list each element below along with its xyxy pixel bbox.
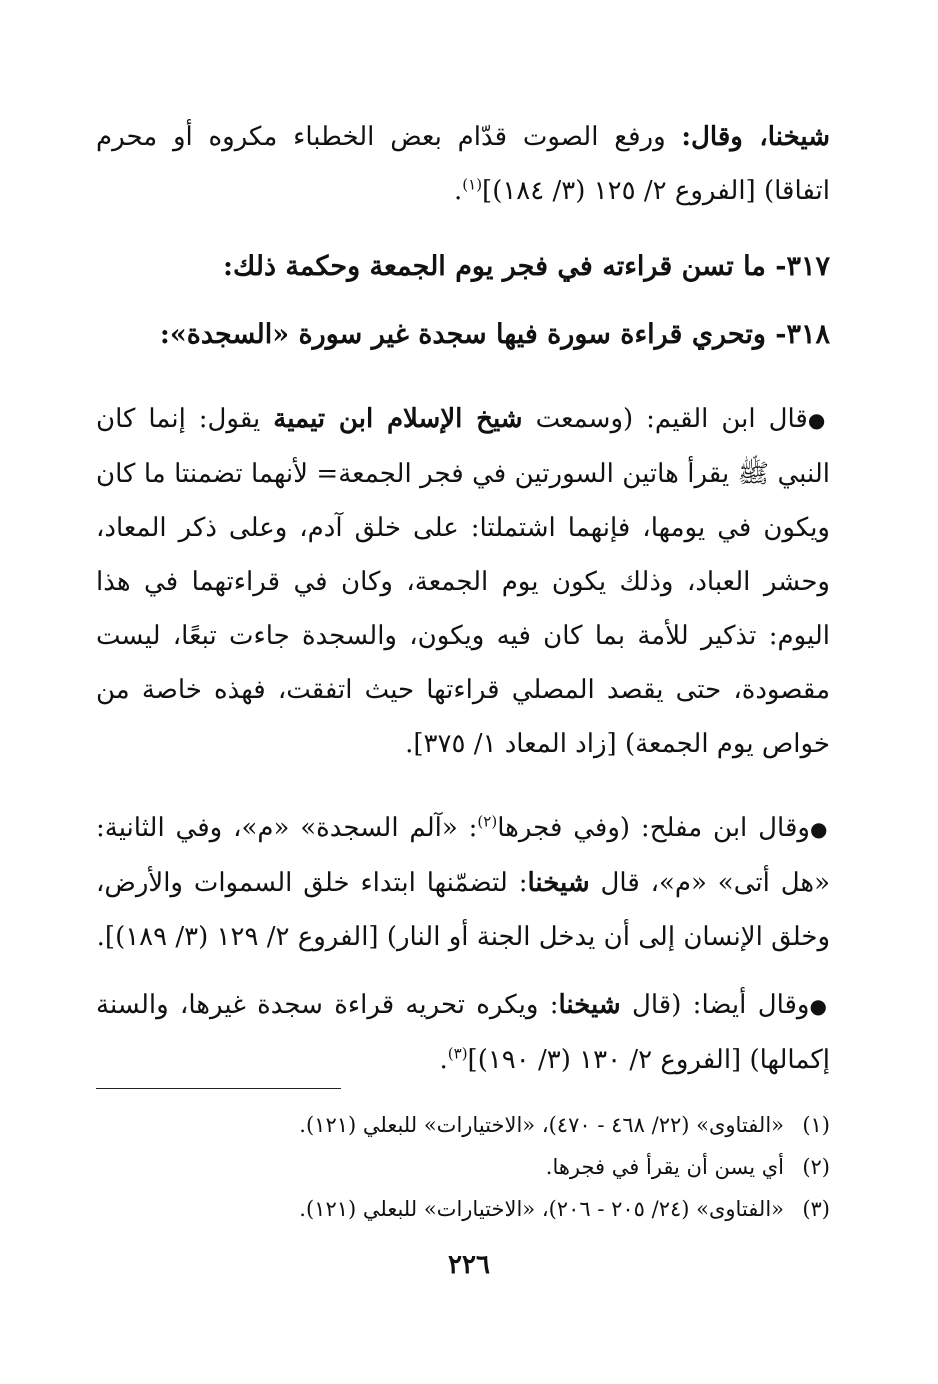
bullet-icon: ● bbox=[809, 994, 831, 1018]
paragraph-text: يقول: إنما كان النبي ﷺ يقرأ هاتين السورتين في فجر الجمعة= لأنهما تضمنتا ما كان ويكون في يومها، فإنهما اشتملتا: على خلق آدم، وعلى ذكر المعاد، وحشر العباد، وذلك يكون يوم الجمعة، وكان في قراءتهما في هذا اليوم: تذكير للأمة بما كان فيه ويكون، والسجدة جاءت تبعًا، ليست مقصودة، حتى يقصد المصلي قراءتها حيث اتفقت، فهذه خاصة من خواص يوم الجمعة) [زاد المعاد ١/ ٣٧٥]. bbox=[96, 404, 830, 759]
paragraph-end: . bbox=[439, 1045, 448, 1075]
footnote-item bbox=[96, 1104, 830, 1146]
footnotes bbox=[96, 1104, 830, 1230]
footnote-number: (٢) bbox=[802, 1155, 830, 1179]
paragraph-text: ورفع الصوت قدّام بعض الخطباء مكروه أو محرم اتفاقا) [الفروع ٢/ ١٢٥ (٣/ ١٨٤)] bbox=[96, 122, 830, 206]
bold-lead: شيخنا، وقال: bbox=[681, 122, 830, 152]
paragraph-text: قال ابن القيم: (وسمعت bbox=[522, 404, 808, 434]
paragraph-continuation bbox=[96, 110, 830, 218]
footnote-divider bbox=[96, 1088, 341, 1089]
paragraph-text: : لتضمّنها ابتداء خلق السموات والأرض، وخلق الإنسان إلى أن يدخل الجنة أو النار) [الفروع ٢/ ١٢٩ (٣/ ١٨٩)]. bbox=[96, 868, 830, 952]
paragraph-end: . bbox=[454, 176, 463, 206]
footnote-number: (٣) bbox=[802, 1197, 830, 1221]
page-number: ٢٢٦ bbox=[448, 1250, 490, 1280]
paragraph-text: وقال ابن مفلح: (وفي فجرها bbox=[497, 813, 810, 843]
paragraph-ibn-alqayyim bbox=[96, 392, 830, 771]
section-heading-317: ٣١٧- ما تسن قراءته في فجر يوم الجمعة وحكمة ذلك: bbox=[223, 251, 830, 282]
paragraph-ibn-muflih bbox=[96, 801, 830, 964]
footnote-text: أي يسن أن يقرأ في فجرها. bbox=[545, 1155, 784, 1179]
footnote-ref-1[interactable]: (١) bbox=[462, 175, 483, 194]
footnote-item bbox=[96, 1188, 830, 1230]
footnote-item bbox=[96, 1146, 830, 1188]
footnote-text: «الفتاوى» (٢٤/ ٢٠٥ - ٢٠٦)، «الاختيارات» للبعلي (١٢١). bbox=[299, 1197, 784, 1221]
bullet-icon: ● bbox=[807, 408, 831, 432]
bold-name: شيخنا bbox=[558, 990, 621, 1020]
paragraph-text: : «آلم السجدة» «م»، وفي الثانية: «هل أتى» «م»، قال bbox=[96, 813, 831, 898]
footnote-text: «الفتاوى» (٢٢/ ٤٦٨ - ٤٧٠)، «الاختيارات» للبعلي (١٢١). bbox=[299, 1113, 784, 1137]
footnote-number: (١) bbox=[802, 1113, 830, 1137]
bold-name: شيخ الإسلام ابن تيمية bbox=[273, 404, 523, 434]
paragraph-also bbox=[96, 978, 830, 1087]
paragraph-text: وقال أيضا: (قال bbox=[620, 990, 810, 1020]
footnote-ref-2[interactable]: (٢) bbox=[477, 812, 498, 831]
bullet-icon: ● bbox=[809, 817, 831, 841]
paragraph-text: : ويكره تحريه قراءة سجدة غيرها، والسنة إكمالها) [الفروع ٢/ ١٣٠ (٣/ ١٩٠)] bbox=[96, 990, 830, 1075]
bold-name: شيخنا bbox=[527, 868, 590, 898]
footnote-ref-3[interactable]: (٣) bbox=[447, 1044, 468, 1063]
section-heading-318: ٣١٨- وتحري قراءة سورة فيها سجدة غير سورة «السجدة»: bbox=[159, 319, 830, 350]
